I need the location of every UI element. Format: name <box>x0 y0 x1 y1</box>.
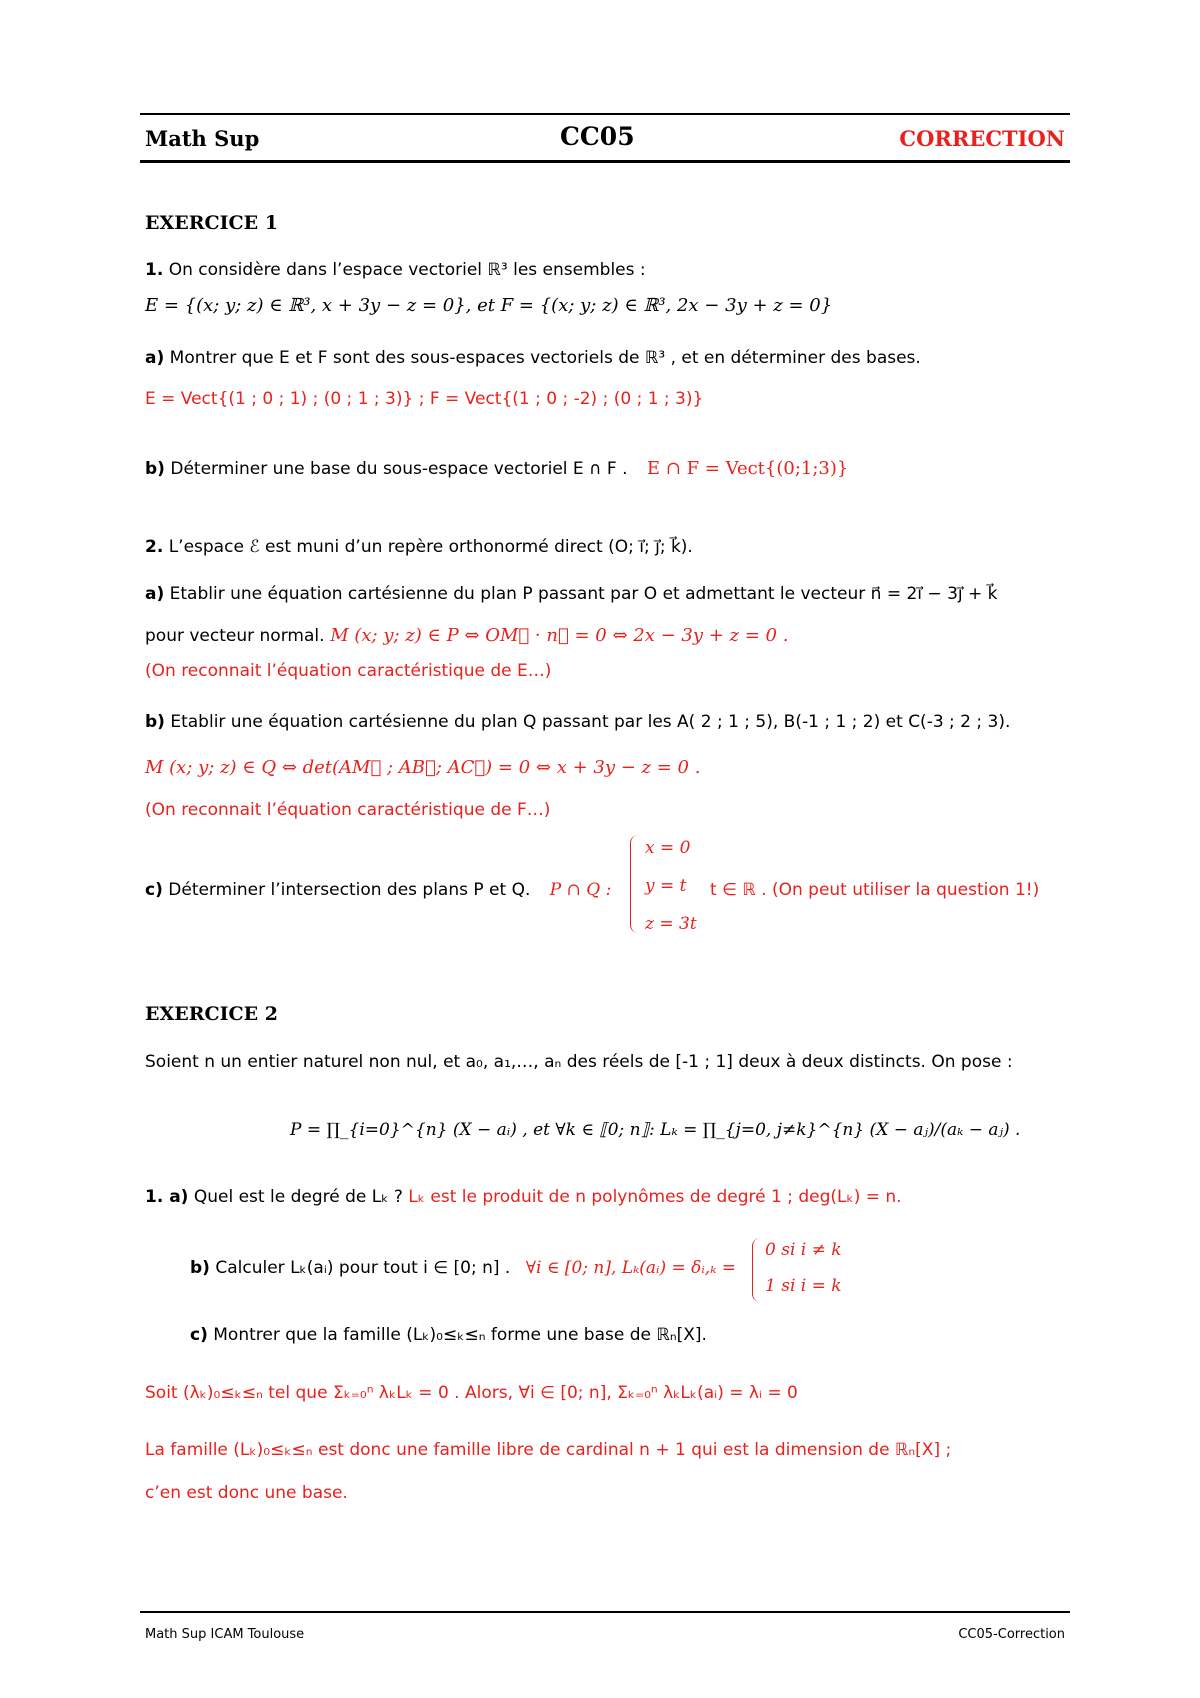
footer-rule <box>140 1611 1070 1613</box>
header-right: CORRECTION <box>899 126 1065 151</box>
ex1-q2a-label: a) <box>145 584 165 604</box>
footer-left: Math Sup ICAM Toulouse <box>145 1627 305 1642</box>
ex1-q1b-text: Déterminer une base du sous-espace vectoriel E ∩ F . <box>164 459 628 479</box>
ex1-q1a-label: a) <box>145 348 165 368</box>
ex1-q1b-label: b) <box>145 459 165 479</box>
ex2-q1a-label: 1. a) <box>145 1187 189 1207</box>
header-bottom-rule <box>140 160 1070 163</box>
ex1-q2b-answer: M (x; y; z) ∈ Q ⇔ det(AM⃗ ; AB⃗; AC⃗) = 0 ⇔ x + 3y − z = 0 . <box>145 757 701 778</box>
ex1-q2c-label: c) <box>145 880 163 900</box>
ex2-q1c-answer-3: c’en est donc une base. <box>145 1483 348 1503</box>
ex2-formula: P = ∏_{i=0}^{n} (X − aᵢ) , et ∀k ∈ ⟦0; n⟧: Lₖ = ∏_{j=0, j≠k}^{n} (X − aⱼ)/(aₖ − aⱼ) . <box>290 1120 1021 1140</box>
ex2-q1c-answer-1: Soit (λₖ)₀≤ₖ≤ₙ tel que Σₖ₌₀ⁿ λₖLₖ = 0 . Alors, ∀i ∈ [0; n], Σₖ₌₀ⁿ λₖLₖ(aᵢ) = λᵢ = 0 <box>145 1383 798 1403</box>
ex2-q1c-label: c) <box>190 1325 208 1345</box>
ex1-q2c-system-line-3: z = 3t <box>645 914 697 934</box>
ex2-q1b <box>190 1258 736 1278</box>
ex1-q2a-text2: pour vecteur normal. <box>145 626 325 646</box>
ex1-q1b-answer: E ∩ F = Vect{(0;1;3)} <box>646 458 849 479</box>
ex1-q2c-text: Déterminer l’intersection des plans P et Q. <box>162 880 531 900</box>
ex1-q2-number: 2. <box>145 537 164 557</box>
footer-right: CC05-Correction <box>958 1627 1065 1642</box>
ex2-q1b-case-1: 0 si i ≠ k <box>765 1240 842 1260</box>
ex1-q2c <box>145 880 611 900</box>
ex2-q1c-text: Montrer que la famille (Lₖ)₀≤ₖ≤ₙ forme une base de ℝₙ[X]. <box>207 1325 707 1345</box>
ex1-q1-number: 1. <box>145 260 164 280</box>
ex2-q1b-case-2: 1 si i = k <box>765 1276 842 1296</box>
ex1-q2a-text: Etablir une équation cartésienne du plan P passant par O et admettant le vecteur n⃗ = 2i⃗ − 3j⃗ + k⃗ <box>164 584 998 604</box>
ex2-q1b-answer: ∀i ∈ [0; n], Lₖ(aᵢ) = δᵢ,ₖ = <box>525 1258 737 1278</box>
ex1-q1-intro-text: On considère dans l’espace vectoriel ℝ³ les ensembles : <box>163 260 646 280</box>
header-left: Math Sup <box>145 126 260 151</box>
ex1-q2a-line2 <box>145 625 788 646</box>
ex1-q2b-note: (On reconnait l’équation caractéristique de F…) <box>145 800 551 820</box>
ex1-q2a <box>145 584 998 604</box>
exercise-1-title: EXERCICE 1 <box>145 212 278 234</box>
ex2-q1b-label: b) <box>190 1258 210 1278</box>
ex1-q1a <box>145 348 921 368</box>
ex2-q1b-text: Calculer Lₖ(aᵢ) pour tout i ∈ [0; n] . <box>209 1258 511 1278</box>
exercise-2-title: EXERCICE 2 <box>145 1003 278 1025</box>
ex2-q1c-answer-2: La famille (Lₖ)₀≤ₖ≤ₙ est donc une famille libre de cardinal n + 1 qui est la dimension de ℝₙ[X] ; <box>145 1440 952 1460</box>
ex1-q2b-text: Etablir une équation cartésienne du plan Q passant par les A( 2 ; 1 ; 5), B(-1 ; 1 ; 2) et C(-3 ; 2 ; 3). <box>164 712 1011 732</box>
ex1-q2c-system-line-2: y = t <box>645 876 687 896</box>
ex2-q1a-answer: Lₖ est le produit de n polynômes de degré 1 ; deg(Lₖ) = n. <box>402 1187 902 1207</box>
ex1-q2c-answer-lhs: P ∩ Q : <box>549 880 612 900</box>
ex1-q2a-answer: M (x; y; z) ∈ P ⇔ OM⃗ · n⃗ = 0 ⇔ 2x − 3y + z = 0 . <box>324 625 789 646</box>
ex1-q2c-system-brace <box>630 835 639 933</box>
ex1-sets-definition: E = {(x; y; z) ∈ ℝ³, x + 3y − z = 0}, et F = {(x; y; z) ∈ ℝ³, 2x − 3y + z = 0} <box>145 295 833 316</box>
ex2-q1c <box>190 1325 707 1345</box>
ex1-q1a-text: Montrer que E et F sont des sous-espaces vectoriels de ℝ³ , et en déterminer des bases. <box>164 348 921 368</box>
header-center: CC05 <box>560 122 635 151</box>
ex1-q2-intro <box>145 537 693 557</box>
ex1-q2a-note: (On reconnait l’équation caractéristique de E…) <box>145 661 552 681</box>
ex1-q2c-system-line-1: x = 0 <box>645 838 691 858</box>
ex1-q2c-answer-rhs: t ∈ ℝ . (On peut utiliser la question 1!) <box>710 880 1040 900</box>
ex2-q1a-text: Quel est le degré de Lₖ ? <box>188 1187 403 1207</box>
ex1-q2b-label: b) <box>145 712 165 732</box>
ex1-q2-intro-text: L’espace ℰ est muni d’un repère orthonormé direct (O; i⃗; j⃗; k⃗). <box>163 537 693 557</box>
ex2-q1a <box>145 1187 902 1207</box>
ex2-q1b-cases-brace <box>752 1238 761 1302</box>
header-top-rule <box>140 113 1070 115</box>
ex1-q1a-answer: E = Vect{(1 ; 0 ; 1) ; (0 ; 1 ; 3)} ; F = Vect{(1 ; 0 ; -2) ; (0 ; 1 ; 3)} <box>145 389 704 409</box>
ex1-q1-intro <box>145 260 646 280</box>
ex1-q2b <box>145 712 1010 732</box>
ex2-intro: Soient n un entier naturel non nul, et a₀, a₁,…, aₙ des réels de [-1 ; 1] deux à deux distincts. On pose : <box>145 1052 1013 1072</box>
ex1-q1b <box>145 458 848 479</box>
